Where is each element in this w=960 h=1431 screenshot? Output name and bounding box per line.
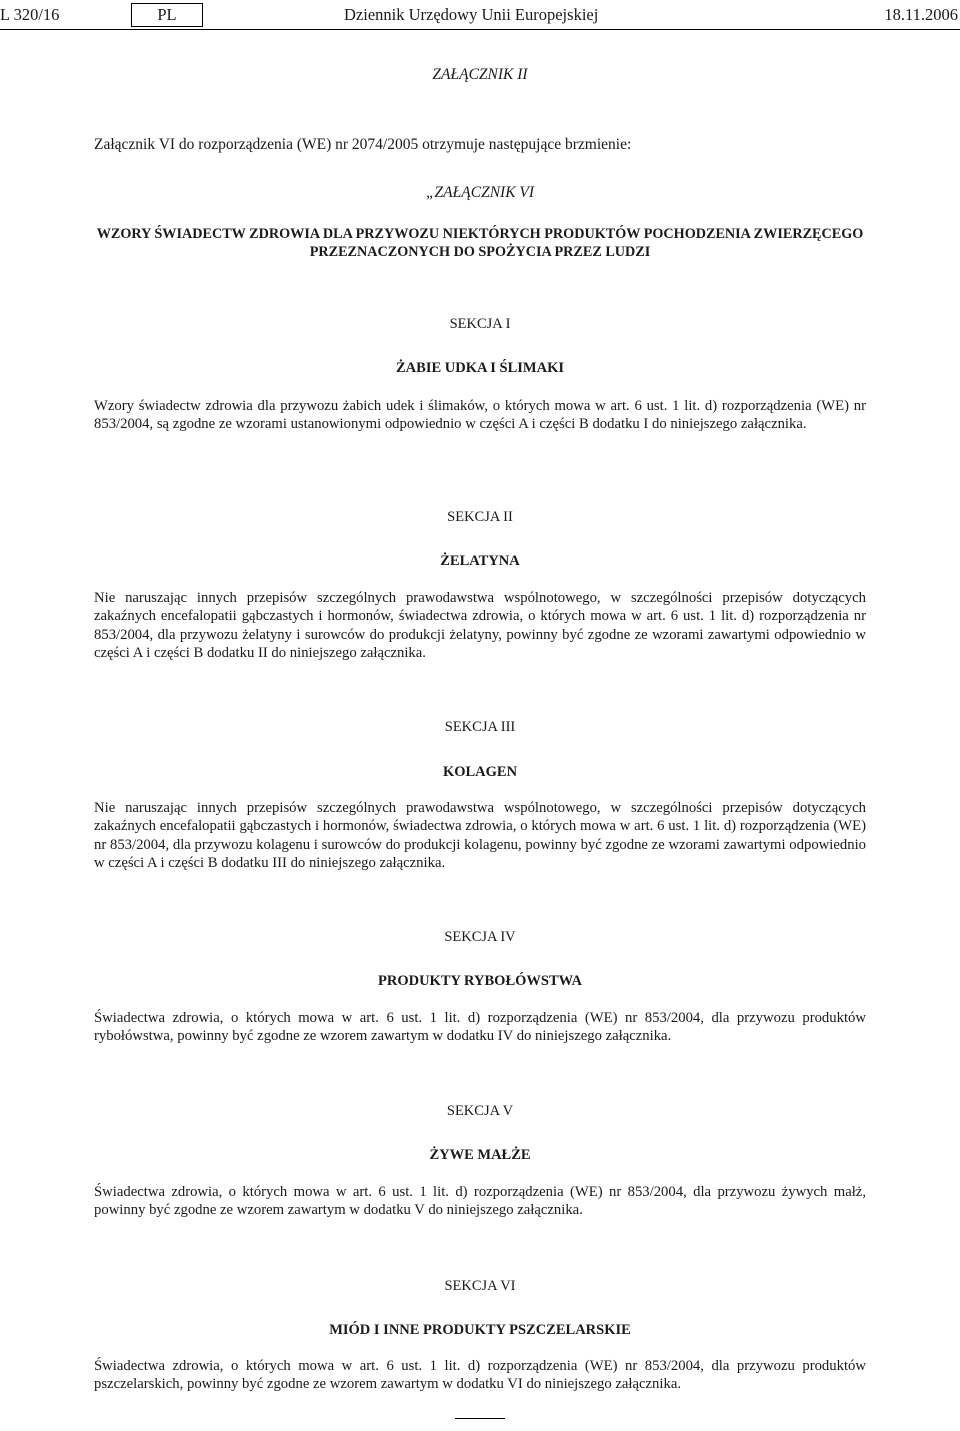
section-paragraph: Świadectwa zdrowia, o których mowa w art. 6 ust. 1 lit. d) rozporządzenia (WE) nr 853/2004, dla przywozu produktów rybołówstwa, powinny być zgodne ze wzorem zawartym w dodatku IV do niniejszego załącznika. [94,1010,866,1045]
page-reference: L 320/16 [0,5,60,24]
section-label: SEKCJA IV [444,929,516,945]
section-label: SEKCJA V [446,1103,514,1119]
section-heading: KOLAGEN [442,764,518,780]
main-heading: WZORY ŚWIADECTW ZDROWIA DLA PRZYWOZU NIEKTÓRYCH PRODUKTÓW POCHODZENIA ZWIERZĘCEGO PRZEZNACZONYCH DO SPOŻYCIA PRZEZ LUDZI [96,226,864,260]
section-paragraph: Nie naruszając innych przepisów szczególnych prawodawstwa wspólnotowego, w szczególności przepisów dotyczących zakaźnych encefalopatii gąbczastych i hormonów, świadectwa zdrowia, o których mowa w art. 6 ust. 1 lit. d) rozporządzenia (WE) nr 853/2004, dla przywozu kolagenu i surowców do produkcji kolagenu, powinny być zgodne ze wzorami zawartymi odpowiednio w części A i części B dodatku III do niniejszego załącznika. [94,800,866,871]
annex-title: ZAŁĄCZNIK II [432,66,528,83]
section-heading: PRODUKTY RYBOŁÓWSTWA [378,973,582,989]
section-heading: ŻABIE UDKA I ŚLIMAKI [396,360,564,376]
intro-text: Załącznik VI do rozporządzenia (WE) nr 2074/2005 otrzymuje następujące brzmienie: [94,136,632,153]
section-label: SEKCJA II [447,509,513,525]
section-heading: ŻYWE MAŁŻE [429,1147,531,1163]
end-rule [455,1418,505,1419]
section-paragraph: Świadectwa zdrowia, o których mowa w art. 6 ust. 1 lit. d) rozporządzenia (WE) nr 853/2004, dla przywozu żywych małż, powinny być zgodne ze wzorem zawartym w dodatku V do niniejszego załącznika. [94,1184,866,1219]
section-paragraph: Wzory świadectw zdrowia dla przywozu żabich udek i ślimaków, o których mowa w art. 6 ust. 1 lit. d) rozporządzenia (WE) nr 853/2004, są zgodne ze wzorami ustanowionymi odpowiednio w części A i części B dodatku I do niniejszego załącznika. [94,398,866,433]
section-paragraph: Nie naruszając innych przepisów szczególnych prawodawstwa wspólnotowego, w szczególności przepisów dotyczących zakaźnych encefalopatii gąbczastych i hormonów, świadectwa zdrowia, o których mowa w art. 6 ust. 1 lit. d) rozporządzenia nr 853/2004, dla przywozu żelatyny i surowców do produkcji żelatyny, powinny być zgodne ze wzorami zawartymi odpowiednio w części A i części B dodatku II do niniejszego załącznika. [94,590,866,661]
section-label: SEKCJA I [449,316,511,332]
section-label: SEKCJA VI [444,1278,516,1294]
language-badge: PL [131,3,203,27]
section-heading: ŻELATYNA [440,553,520,569]
section-label: SEKCJA III [444,719,516,735]
journal-title: Dziennik Urzędowy Unii Europejskiej [344,5,599,24]
annex-vi-title: „ZAŁĄCZNIK VI [425,184,535,201]
publication-date: 18.11.2006 [884,5,958,24]
section-heading: MIÓD I INNE PRODUKTY PSZCZELARSKIE [329,1322,631,1338]
section-paragraph: Świadectwa zdrowia, o których mowa w art. 6 ust. 1 lit. d) rozporządzenia (WE) nr 853/2004, dla przywozu produktów pszczelarskich, powinny być zgodne ze wzorem zawartym w dodatku VI do niniejszego załącznika. [94,1358,866,1393]
page-header [0,3,960,30]
